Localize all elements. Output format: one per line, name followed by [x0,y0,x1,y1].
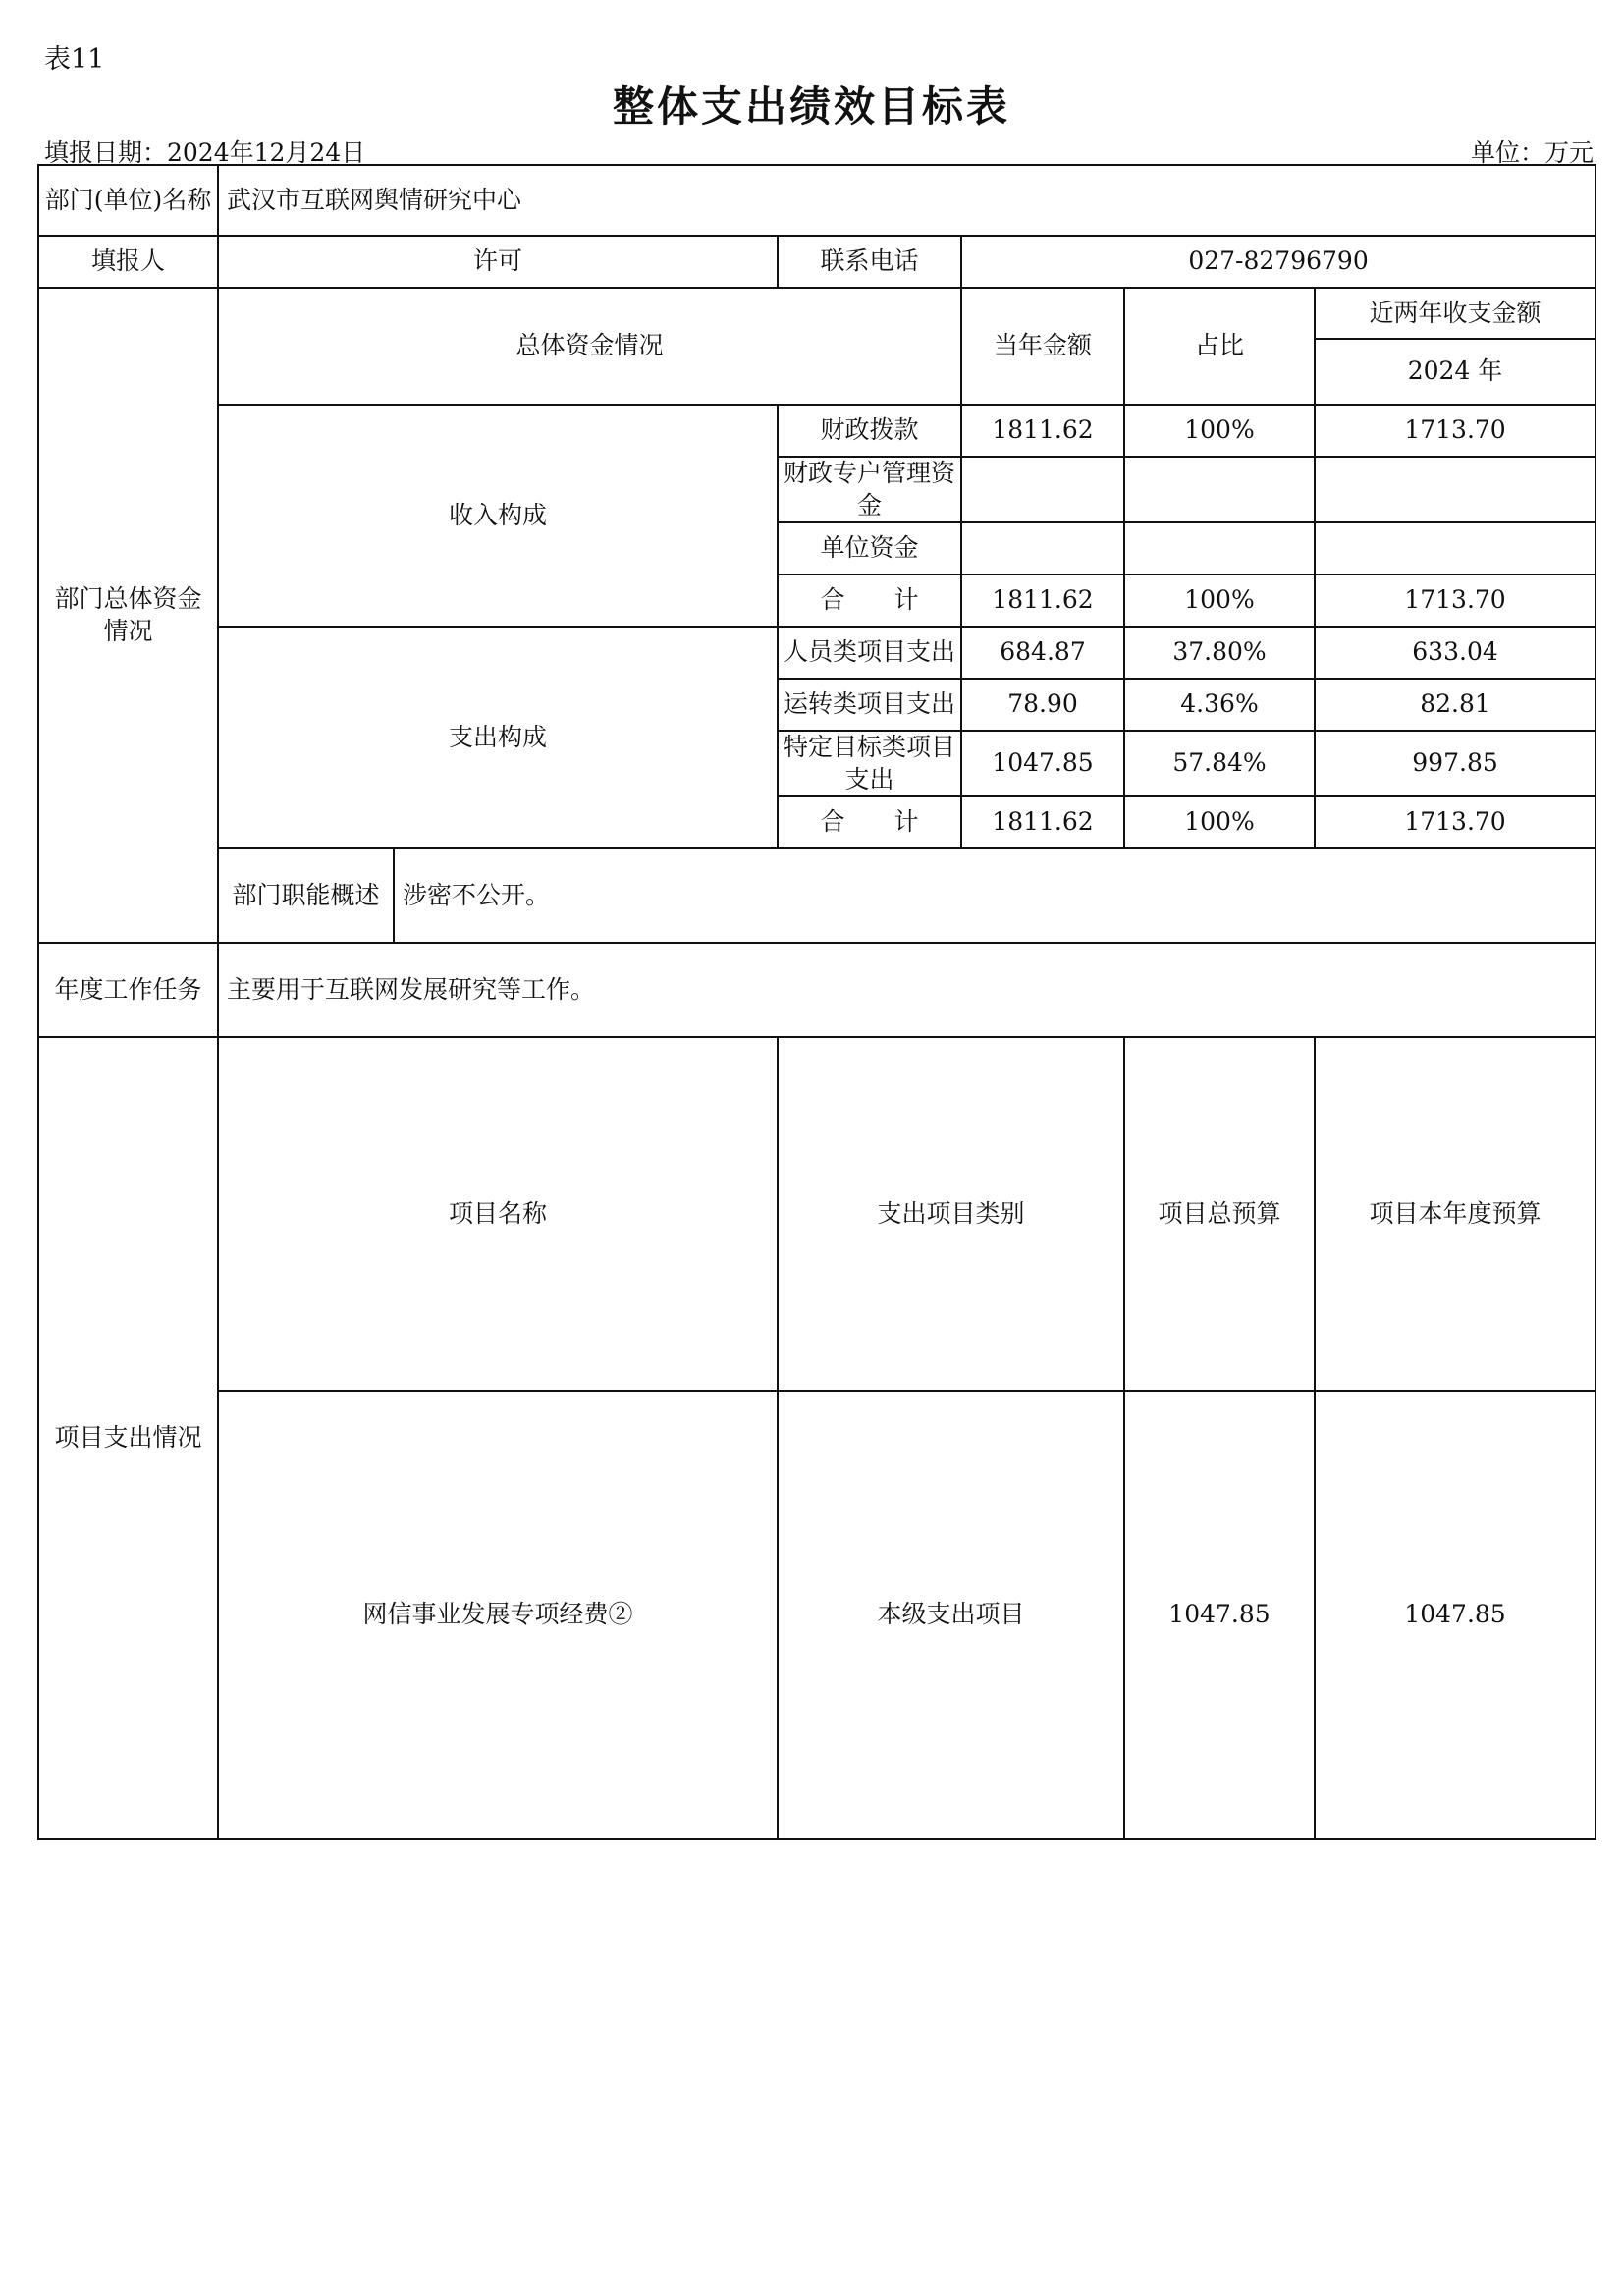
page-title: 整体支出绩效目标表 [612,82,1010,131]
expense-label: 支出构成 [218,627,778,848]
table-row [38,1391,1596,1839]
y2024-cell: 997.85 [1315,731,1596,796]
amount-cell: 1047.85 [961,731,1124,796]
project-total-budget-header: 项目总预算 [1124,1037,1315,1391]
funds-section-label: 部门总体资金情况 [38,288,218,943]
row-label: 合 计 [778,574,961,627]
amount-cell: 1811.62 [961,574,1124,627]
project-name-cell: 网信事业发展专项经费② [218,1391,778,1839]
y2024-cell: 1713.70 [1315,796,1596,848]
tasks-label: 年度工作任务 [38,943,218,1037]
amount-cell: 1811.62 [961,796,1124,848]
table-id: 表11 [44,44,105,75]
y2024-cell: 1713.70 [1315,574,1596,627]
row-label: 财政专户管理资金 [778,457,961,522]
project-year-budget-header: 项目本年度预算 [1315,1037,1596,1391]
reporter-row [38,236,1596,288]
current-amount-header: 当年金额 [961,288,1124,405]
amount-cell [961,457,1124,522]
amount-cell: 78.90 [961,679,1124,731]
amount-cell: 1811.62 [961,405,1124,457]
y2024-cell: 82.81 [1315,679,1596,731]
row-label: 财政拨款 [778,405,961,457]
function-text: 涉密不公开。 [394,848,1596,943]
phone-value: 027-82796790 [961,236,1596,288]
project-name-header: 项目名称 [218,1037,778,1391]
funds-header-row [38,288,1596,339]
ratio-header: 占比 [1124,288,1315,405]
income-label: 收入构成 [218,405,778,627]
ratio-cell: 100% [1124,574,1315,627]
y2024-cell [1315,522,1596,574]
dept-name-value: 武汉市互联网舆情研究中心 [218,165,1596,236]
dept-name-label: 部门(单位)名称 [38,165,218,236]
reporter-value: 许可 [218,236,778,288]
project-year-budget-cell: 1047.85 [1315,1391,1596,1839]
dept-name-row [38,165,1596,236]
tasks-row [38,943,1596,1037]
project-category-header: 支出项目类别 [778,1037,1124,1391]
two-years-header: 近两年收支金额 [1315,288,1596,339]
projects-section-label: 项目支出情况 [38,1037,218,1839]
unit-label: 单位：万元 [1470,138,1594,167]
ratio-cell: 100% [1124,405,1315,457]
ratio-cell: 4.36% [1124,679,1315,731]
projects-header-row [38,1037,1596,1391]
row-label: 人员类项目支出 [778,627,961,679]
amount-cell: 684.87 [961,627,1124,679]
row-label: 单位资金 [778,522,961,574]
ratio-cell: 37.80% [1124,627,1315,679]
row-label: 合 计 [778,796,961,848]
table-row [38,405,1596,457]
overall-funds-label: 总体资金情况 [218,288,961,405]
reporter-label: 填报人 [38,236,218,288]
row-label: 特定目标类项目支出 [778,731,961,796]
y2024-cell: 1713.70 [1315,405,1596,457]
phone-label: 联系电话 [778,236,961,288]
ratio-cell [1124,522,1315,574]
function-label: 部门职能概述 [218,848,394,943]
performance-table [37,164,1596,1840]
y2024-cell: 633.04 [1315,627,1596,679]
project-category-cell: 本级支出项目 [778,1391,1124,1839]
fill-date: 填报日期：2024年12月24日 [44,138,366,167]
amount-cell [961,522,1124,574]
tasks-text: 主要用于互联网发展研究等工作。 [218,943,1596,1037]
project-total-budget-cell: 1047.85 [1124,1391,1315,1839]
y2024-cell [1315,457,1596,522]
ratio-cell: 100% [1124,796,1315,848]
year-2024-header: 2024 年 [1315,339,1596,405]
table-row [38,627,1596,679]
row-label: 运转类项目支出 [778,679,961,731]
ratio-cell: 57.84% [1124,731,1315,796]
function-row [38,848,1596,943]
ratio-cell [1124,457,1315,522]
